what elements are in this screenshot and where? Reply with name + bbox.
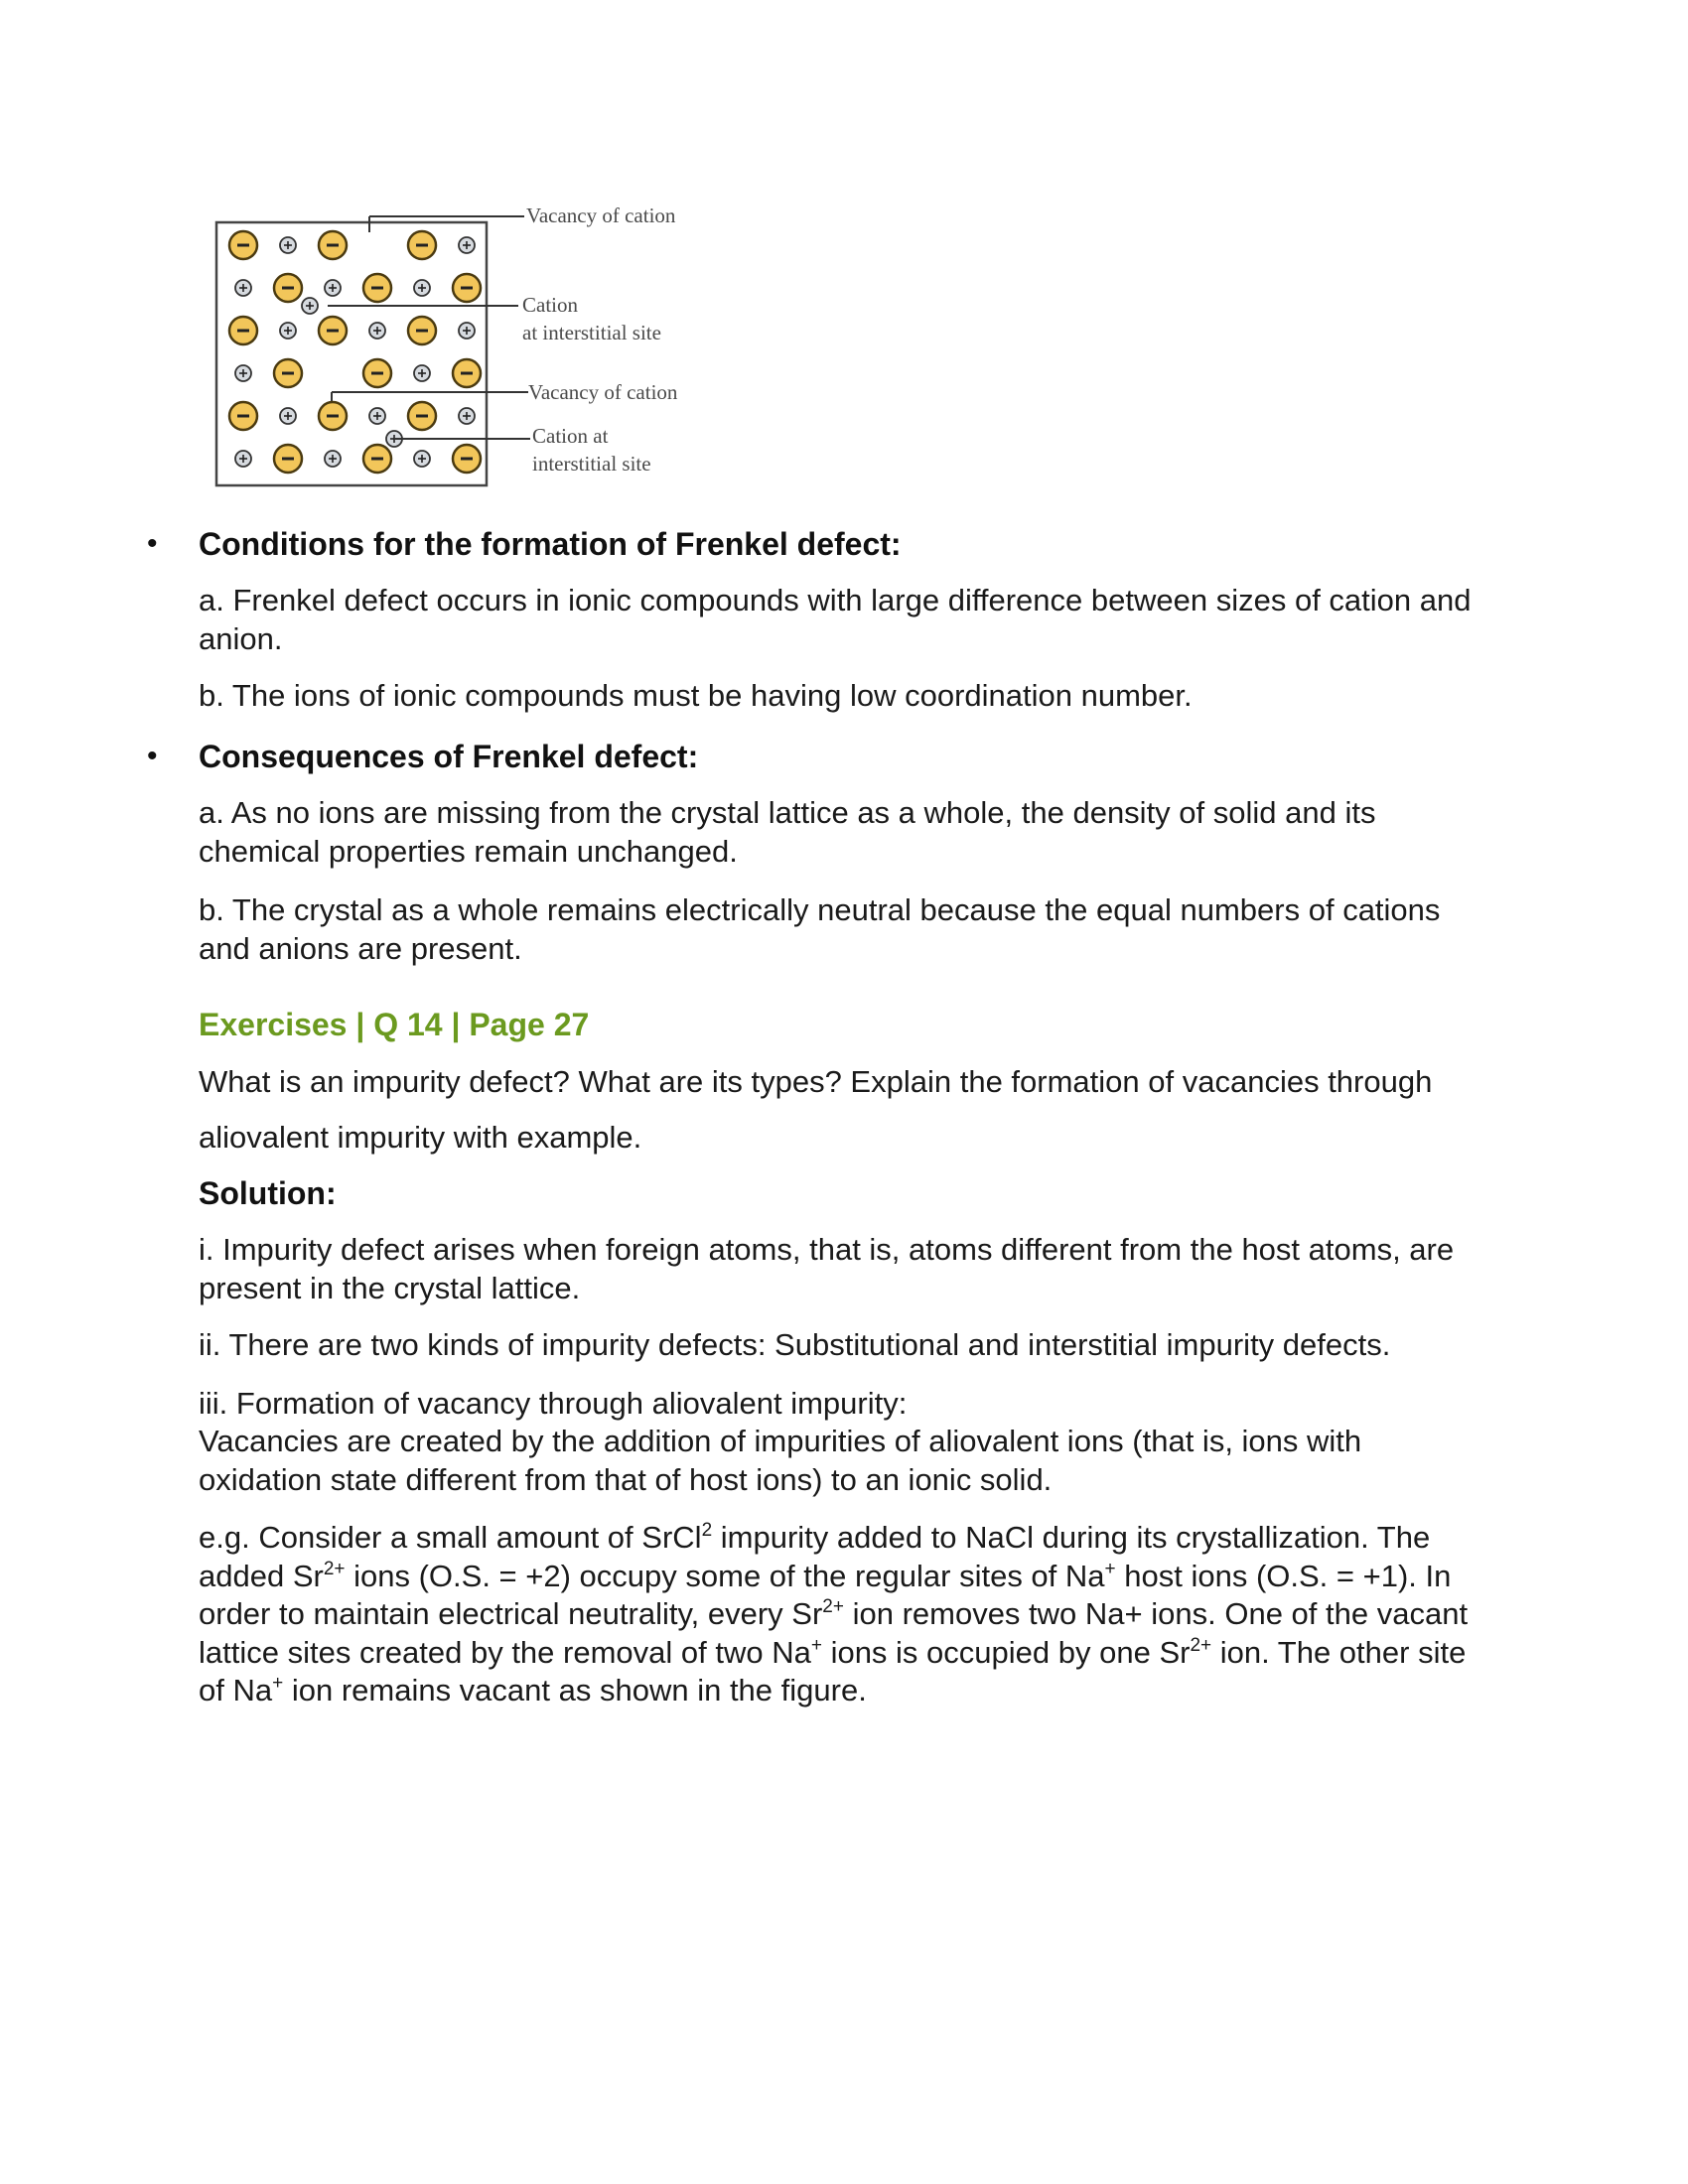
example-sup-3: + [1104, 1558, 1116, 1579]
example-text-5: ion removes two Na+ ions. One of the vacant lattice sites created by the removal of two Na [199, 1596, 1469, 1670]
consequences-point-b: b. The crystal as a whole remains electrically neutral because the equal numbers of cations and anions are present. [199, 892, 1441, 966]
exercise-heading: Exercises | Q 14 | Page 27 [199, 1007, 590, 1042]
cation-icon [235, 365, 251, 381]
example-text-3: ions (O.S. = +2) occupy some of the regular sites of Na [345, 1558, 1105, 1593]
solution-label: Solution: [199, 1175, 337, 1211]
solution-example-paragraph [199, 1519, 1499, 1710]
anion-icon [363, 274, 391, 302]
cation-icon [369, 408, 385, 424]
conditions-heading: • Conditions for the formation of Frenkel defect: [199, 524, 902, 564]
cation-icon [325, 451, 341, 467]
consequences-point-a: a. As no ions are missing from the crystal lattice as a whole, the density of solid and its chemical properties remain unchanged. [199, 795, 1376, 869]
frenkel-defect-figure [209, 195, 725, 502]
anion-icon [453, 445, 481, 473]
cation-icon [369, 323, 385, 339]
anion-icon [319, 231, 347, 259]
cation-icon [414, 451, 430, 467]
solution-point-iii-line2: Vacancies are created by the addition of impurities of aliovalent ions (that is, ions with oxidation state different from that of host ions) to an ionic solid. [199, 1424, 1362, 1497]
cation-icon [235, 451, 251, 467]
cation-icon [302, 298, 318, 314]
solution-point-iii-line1: iii. Formation of vacancy through aliovalent impurity: [199, 1386, 908, 1421]
conditions-point-a: a. Frenkel defect occurs in ionic compounds with large difference between sizes of cation and anion. [199, 583, 1472, 656]
exercise-question: What is an impurity defect? What are its types? Explain the formation of vacancies through aliovalent impurity with example. [199, 1064, 1433, 1155]
anion-icon [453, 359, 481, 387]
label-cation-interstitial-2-line2: interstitial site [532, 452, 651, 476]
consequences-heading: • Consequences of Frenkel defect: [199, 737, 698, 776]
label-cation-interstitial-1-line1: Cation [522, 293, 578, 317]
anion-icon [319, 317, 347, 344]
anion-icon [229, 402, 257, 430]
solution-point-ii: ii. There are two kinds of impurity defects: Substitutional and interstitial impurity defects. [199, 1327, 1391, 1362]
solution-point-i: i. Impurity defect arises when foreign atoms, that is, atoms different from the host atoms, are present in the crystal lattice. [199, 1232, 1455, 1305]
label-vacancy-of-cation-mid: Vacancy of cation [528, 380, 678, 404]
example-text-2: impurity added to NaCl during its crystallization. The added Sr [199, 1520, 1431, 1593]
example-sup-7: + [272, 1673, 284, 1694]
example-sup-1: 2 [701, 1520, 713, 1541]
anion-icon [274, 359, 302, 387]
cation-icon [414, 365, 430, 381]
conditions-point-b: b. The ions of ionic compounds must be having low coordination number. [199, 678, 1193, 713]
anion-icon [363, 359, 391, 387]
example-sup-5: + [810, 1634, 822, 1656]
example-sup-4: 2+ [822, 1596, 844, 1617]
cation-icon [459, 323, 475, 339]
example-text-7: ion. The other site of Na [199, 1634, 1467, 1707]
cation-icon [280, 408, 296, 424]
label-vacancy-of-cation-top: Vacancy of cation [526, 204, 676, 227]
label-cation-interstitial-1-line2: at interstitial site [522, 321, 661, 344]
cation-icon [459, 237, 475, 253]
cation-icon [280, 237, 296, 253]
anion-icon [229, 317, 257, 344]
example-text-4: host ions (O.S. = +1). In order to maintain electrical neutrality, every Sr [199, 1558, 1452, 1631]
crystal-lattice-border [216, 222, 487, 485]
anion-icon [229, 231, 257, 259]
cation-icon [325, 280, 341, 296]
anion-icon [408, 231, 436, 259]
cation-icon [280, 323, 296, 339]
cation-icon [459, 408, 475, 424]
example-text-1: e.g. Consider a small amount of SrCl [199, 1520, 702, 1555]
anion-icon [408, 402, 436, 430]
anion-icon [453, 274, 481, 302]
cation-icon [235, 280, 251, 296]
example-text-8: ion remains vacant as shown in the figure. [283, 1673, 867, 1707]
anion-icon [408, 317, 436, 344]
label-cation-interstitial-2-line1: Cation at [532, 424, 609, 448]
example-sup-6: 2+ [1190, 1634, 1212, 1656]
example-text-6: ions is occupied by one Sr [821, 1634, 1191, 1670]
anion-icon [319, 402, 347, 430]
anion-icon [274, 274, 302, 302]
anion-icon [363, 445, 391, 473]
cation-icon [414, 280, 430, 296]
frenkel-defect-diagram [209, 195, 725, 502]
anion-icon [274, 445, 302, 473]
example-sup-2: 2+ [323, 1558, 346, 1579]
